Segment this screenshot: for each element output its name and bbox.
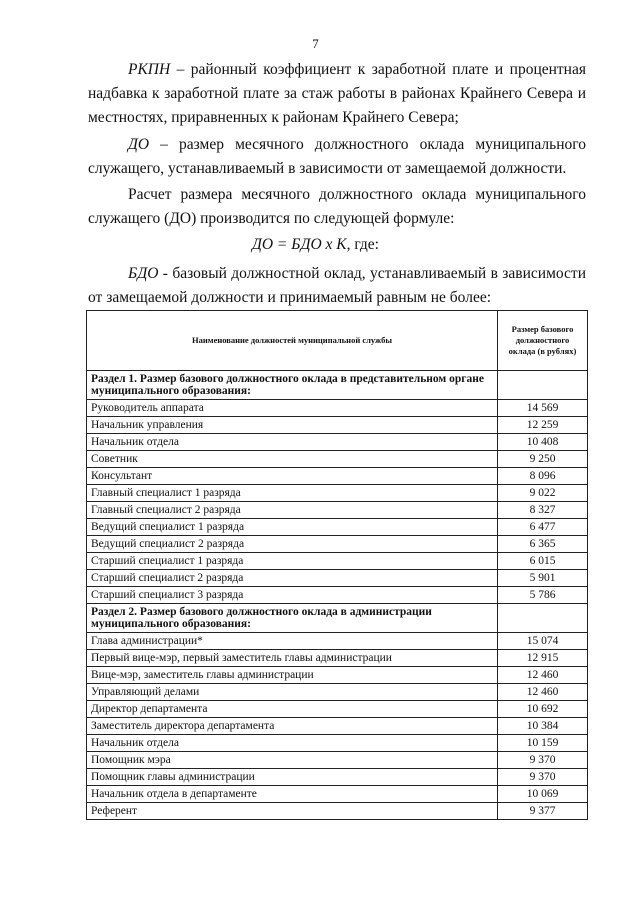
paragraph-do-text: – размер месячного должностного оклада муниципального служащего, устанавливаемый в зависимости от замещаемой должности. xyxy=(88,136,586,177)
position-name: Старший специалист 2 разряда xyxy=(87,570,498,587)
table-row xyxy=(87,519,588,536)
section-value-empty xyxy=(498,604,588,633)
base-salary-value: 9 022 xyxy=(498,485,588,502)
table-row xyxy=(87,701,588,718)
base-salary-value: 6 015 xyxy=(498,553,588,570)
table-row xyxy=(87,468,588,485)
base-salary-value: 10 692 xyxy=(498,701,588,718)
position-name: Заместитель директора департамента xyxy=(87,718,498,735)
base-salary-value: 6 477 xyxy=(498,519,588,536)
base-salary-value: 9 370 xyxy=(498,769,588,786)
position-name: Руководитель аппарата xyxy=(87,400,498,417)
table-row xyxy=(87,735,588,752)
salary-table xyxy=(86,310,588,820)
base-salary-value: 5 786 xyxy=(498,587,588,604)
base-salary-value: 12 460 xyxy=(498,667,588,684)
base-salary-value: 12 259 xyxy=(498,417,588,434)
position-name: Главный специалист 1 разряда xyxy=(87,485,498,502)
paragraph-rkpn xyxy=(88,58,586,130)
base-salary-value: 14 569 xyxy=(498,400,588,417)
base-salary-value: 8 327 xyxy=(498,502,588,519)
base-salary-value: 8 096 xyxy=(498,468,588,485)
base-salary-value: 9 377 xyxy=(498,803,588,820)
position-name: Референт xyxy=(87,803,498,820)
position-name: Ведущий специалист 2 разряда xyxy=(87,536,498,553)
table-row xyxy=(87,752,588,769)
position-name: Главный специалист 2 разряда xyxy=(87,502,498,519)
table-row xyxy=(87,718,588,735)
table-row xyxy=(87,502,588,519)
paragraph-do xyxy=(88,133,586,181)
header-base-salary: Размер базового должностного оклада (в рублях) xyxy=(498,311,588,371)
table-row xyxy=(87,451,588,468)
base-salary-value: 10 408 xyxy=(498,434,588,451)
header-position-name: Наименование должностей муниципальной службы xyxy=(87,311,498,371)
position-name: Начальник управления xyxy=(87,417,498,434)
section-title: Раздел 1. Размер базового должностного оклада в представительном органе муниципального образования: xyxy=(87,371,498,400)
base-salary-value: 9 370 xyxy=(498,752,588,769)
position-name: Ведущий специалист 1 разряда xyxy=(87,519,498,536)
base-salary-value: 9 250 xyxy=(498,451,588,468)
table-row xyxy=(87,684,588,701)
position-name: Начальник отдела xyxy=(87,434,498,451)
base-salary-value: 15 074 xyxy=(498,633,588,650)
formula-expression: ДО = БДО х К xyxy=(252,236,347,253)
table-row xyxy=(87,434,588,451)
position-name: Глава администрации* xyxy=(87,633,498,650)
section-value-empty xyxy=(498,371,588,400)
position-name: Старший специалист 1 разряда xyxy=(87,553,498,570)
table-row xyxy=(87,786,588,803)
formula xyxy=(0,236,631,254)
position-name: Вице-мэр, заместитель главы администрации xyxy=(87,667,498,684)
table-header-row xyxy=(87,311,588,371)
position-name: Старший специалист 3 разряда xyxy=(87,587,498,604)
section-title: Раздел 2. Размер базового должностного оклада в администрации муниципального образования: xyxy=(87,604,498,633)
table-row xyxy=(87,587,588,604)
table-row xyxy=(87,485,588,502)
paragraph-bdo xyxy=(88,262,586,310)
table-row xyxy=(87,400,588,417)
base-salary-value: 5 901 xyxy=(498,570,588,587)
table-row xyxy=(87,633,588,650)
position-name: Управляющий делами xyxy=(87,684,498,701)
table-row xyxy=(87,667,588,684)
paragraph-calculation: Расчет размера месячного должностного оклада муниципального служащего (ДО) производится по следующей формуле: xyxy=(88,186,586,227)
base-salary-value: 10 384 xyxy=(498,718,588,735)
position-name: Помощник главы администрации xyxy=(87,769,498,786)
paragraph-bdo-text: - базовый должностной оклад, устанавливаемый в зависимости от замещаемой должности и принимаемый равным не более: xyxy=(88,265,586,306)
section-row xyxy=(87,604,588,633)
table-row xyxy=(87,553,588,570)
term-bdo: БДО xyxy=(128,265,159,282)
base-salary-value: 10 159 xyxy=(498,735,588,752)
base-salary-value: 6 365 xyxy=(498,536,588,553)
position-name: Директор департамента xyxy=(87,701,498,718)
term-rkpn: РКПН xyxy=(128,61,171,78)
table-row xyxy=(87,536,588,553)
position-name: Консультант xyxy=(87,468,498,485)
base-salary-value: 10 069 xyxy=(498,786,588,803)
section-row xyxy=(87,371,588,400)
position-name: Начальник отдела в департаменте xyxy=(87,786,498,803)
table-row xyxy=(87,803,588,820)
page-number: 7 xyxy=(312,36,319,51)
paragraph-rkpn-text: – районный коэффициент к заработной плате и процентная надбавка к заработной плате за стаж работы в районах Крайнего Севера и местностях, приравненных к районам Крайнего Севера; xyxy=(88,61,586,126)
formula-suffix: , где: xyxy=(346,236,379,253)
position-name: Советник xyxy=(87,451,498,468)
table-row xyxy=(87,650,588,667)
table-body xyxy=(87,371,588,820)
position-name: Начальник отдела xyxy=(87,735,498,752)
position-name: Первый вице-мэр, первый заместитель главы администрации xyxy=(87,650,498,667)
position-name: Помощник мэра xyxy=(87,752,498,769)
table-row xyxy=(87,769,588,786)
term-do: ДО xyxy=(128,136,150,153)
base-salary-value: 12 460 xyxy=(498,684,588,701)
base-salary-value: 12 915 xyxy=(498,650,588,667)
table-row xyxy=(87,570,588,587)
table-row xyxy=(87,417,588,434)
